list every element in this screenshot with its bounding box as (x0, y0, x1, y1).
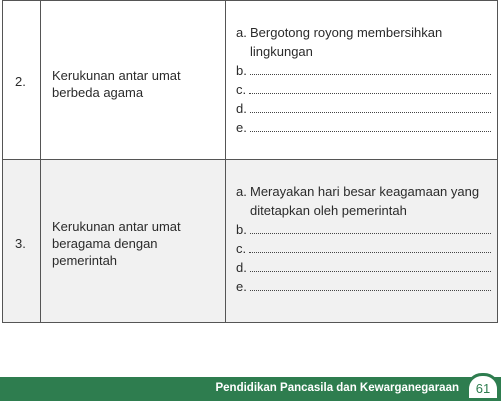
dotted-line (249, 80, 491, 94)
answer-blank[interactable] (236, 99, 491, 118)
row-number: 2. (15, 74, 26, 89)
book-title: Pendidikan Pancasila dan Kewarganegaraan (215, 382, 459, 394)
dotted-line (250, 118, 491, 132)
answer-label: e. (236, 279, 247, 294)
column-divider (225, 1, 226, 159)
dotted-line (250, 61, 491, 75)
dotted-line (250, 277, 491, 291)
answer-blank[interactable] (236, 118, 491, 137)
answer-label: d. (236, 260, 247, 275)
answer-blank[interactable] (236, 80, 491, 99)
page-number: 61 (475, 381, 491, 396)
answer-label: e. (236, 120, 247, 135)
dotted-line (250, 99, 491, 113)
answer-blank[interactable] (236, 220, 491, 239)
answer-list (236, 23, 491, 137)
answer-label: a. (236, 184, 247, 199)
row-number: 3. (15, 236, 26, 251)
dotted-line (250, 258, 491, 272)
answer-label: d. (236, 101, 247, 116)
answer-label: b. (236, 63, 247, 78)
exercise-table (2, 0, 498, 323)
table-row (3, 0, 497, 159)
page-footer (0, 377, 501, 401)
column-divider (40, 1, 41, 159)
row-topic: Kerukunan antar umat berbeda agama (52, 68, 181, 100)
dotted-line (249, 239, 491, 253)
answer-list (236, 182, 491, 296)
answer-blank[interactable] (236, 277, 491, 296)
answer-text: Bergotong royong membersihkan lingkungan (250, 25, 443, 59)
column-divider (225, 160, 226, 322)
dotted-line (250, 220, 491, 234)
answer-item (236, 182, 491, 220)
answer-text: Merayakan hari besar keagamaan yang ditetapkan oleh pemerintah (250, 184, 480, 218)
table-row (3, 159, 497, 322)
row-topic: Kerukunan antar umat beragama dengan pemerintah (52, 219, 181, 268)
answer-blank[interactable] (236, 61, 491, 80)
answer-blank[interactable] (236, 258, 491, 277)
page-number-badge (466, 373, 500, 401)
answer-label: c. (236, 82, 247, 97)
answer-label: a. (236, 25, 247, 40)
column-divider (40, 160, 41, 322)
answer-label: c. (236, 241, 247, 256)
answer-blank[interactable] (236, 239, 491, 258)
answer-label: b. (236, 222, 247, 237)
answer-item (236, 23, 491, 61)
